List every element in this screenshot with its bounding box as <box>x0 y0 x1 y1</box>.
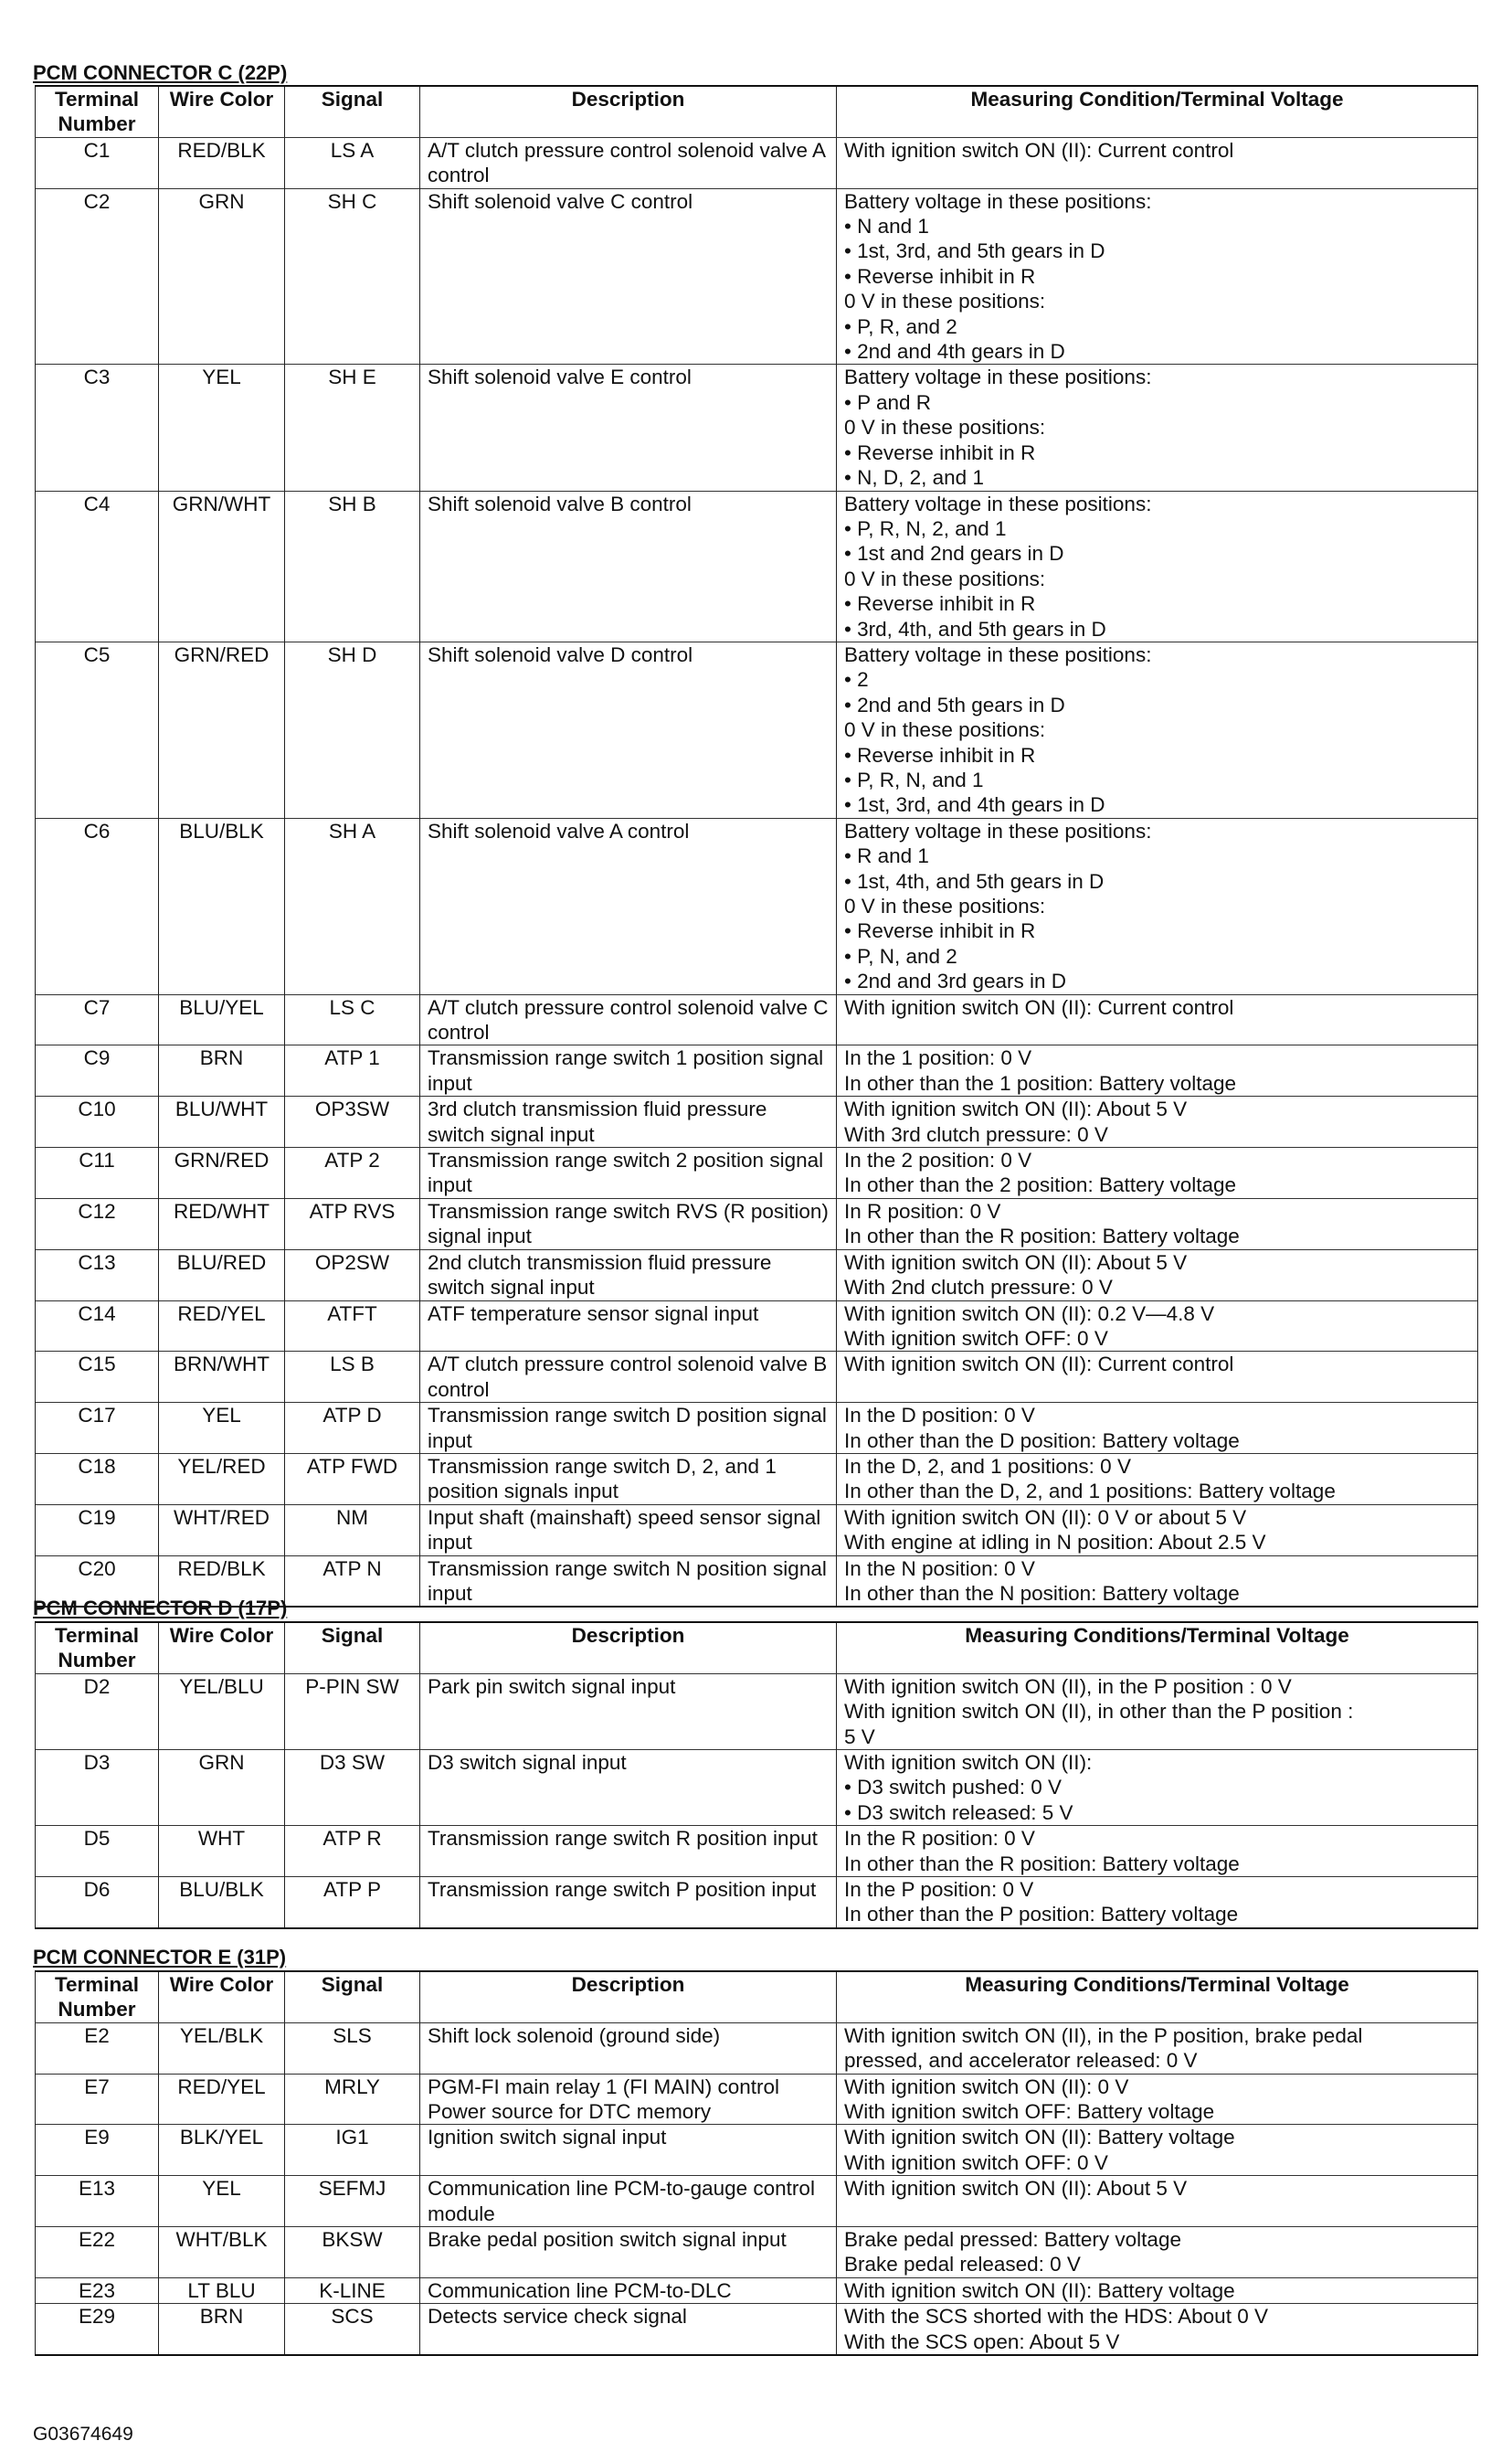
measuring-condition-line: • N and 1 <box>844 215 929 239</box>
measuring-condition-line: • D3 switch pushed: 0 V <box>844 1776 1062 1799</box>
measuring-condition-cell <box>837 1403 1478 1454</box>
wire-color-cell: BRN <box>159 1045 285 1097</box>
table-row <box>36 1826 1478 1877</box>
measuring-condition-line: In other than the 1 position: Battery voltage <box>844 1071 1237 1095</box>
terminal-number-cell: C6 <box>36 818 159 994</box>
description-cell: ATF temperature sensor signal input <box>420 1300 837 1352</box>
measuring-condition-line: With ignition switch OFF: Battery voltage <box>844 2100 1215 2124</box>
measuring-condition-line: With ignition switch ON (II): Current control <box>844 138 1234 162</box>
description-cell: Communication line PCM-to-DLC <box>420 2277 837 2303</box>
wire-color-cell: WHT <box>159 1826 285 1877</box>
measuring-condition-cell <box>837 1555 1478 1607</box>
measuring-condition-line: In the N position: 0 V <box>844 1556 1035 1580</box>
measuring-condition-line: With ignition switch ON (II): 0 V <box>844 2075 1129 2098</box>
table-row <box>36 137 1478 188</box>
signal-cell: SEFMJ <box>285 2176 420 2227</box>
measuring-condition-line: • P, R, N, 2, and 1 <box>844 516 1007 540</box>
table-row <box>36 1453 1478 1504</box>
measuring-condition-cell <box>837 1877 1478 1928</box>
measuring-condition-line: • N, D, 2, and 1 <box>844 466 984 490</box>
terminal-number-cell: E22 <box>36 2227 159 2278</box>
measuring-condition-cell <box>837 2304 1478 2355</box>
header-signal: Signal <box>285 1971 420 2022</box>
measuring-condition-line: Battery voltage in these positions: <box>844 819 1152 843</box>
measuring-condition-line: 0 V in these positions: <box>844 567 1046 590</box>
signal-cell: K-LINE <box>285 2277 420 2303</box>
measuring-condition-line: 0 V in these positions: <box>844 895 1046 918</box>
connector-c-table <box>35 85 1478 1608</box>
signal-cell: LS A <box>285 137 420 188</box>
terminal-number-cell: C9 <box>36 1045 159 1097</box>
header-terminal-number: Terminal Number <box>36 1971 159 2022</box>
wire-color-cell: BRN/WHT <box>159 1352 285 1403</box>
header-description: Description <box>420 1622 837 1673</box>
measuring-condition-line: With 3rd clutch pressure: 0 V <box>844 1122 1108 1146</box>
measuring-condition-cell <box>837 1249 1478 1300</box>
measuring-condition-line: With ignition switch ON (II): About 5 V <box>844 2177 1188 2201</box>
signal-cell: ATP RVS <box>285 1198 420 1249</box>
header-terminal-number: Terminal Number <box>36 1622 159 1673</box>
terminal-number-cell: E2 <box>36 2022 159 2074</box>
description-cell: Input shaft (mainshaft) speed sensor signal input <box>420 1504 837 1555</box>
signal-cell: LS C <box>285 994 420 1045</box>
description-cell: Transmission range switch D, 2, and 1 position signals input <box>420 1453 837 1504</box>
measuring-condition-cell <box>837 1352 1478 1403</box>
table-header-row <box>36 1971 1478 2022</box>
header-description: Description <box>420 1971 837 2022</box>
header-signal: Signal <box>285 1622 420 1673</box>
table-row <box>36 1352 1478 1403</box>
description-cell: Shift solenoid valve D control <box>420 642 837 818</box>
wire-color-cell: BLU/BLK <box>159 1877 285 1928</box>
measuring-condition-line: • Reverse inhibit in R <box>844 264 1036 288</box>
description-cell: PGM-FI main relay 1 (FI MAIN) control Power source for DTC memory <box>420 2074 837 2125</box>
table-row <box>36 2074 1478 2125</box>
description-cell: Shift lock solenoid (ground side) <box>420 2022 837 2074</box>
description-cell: Ignition switch signal input <box>420 2125 837 2176</box>
wire-color-cell: RED/BLK <box>159 1555 285 1607</box>
measuring-condition-line: • 1st, 3rd, and 5th gears in D <box>844 239 1105 263</box>
measuring-condition-line: Brake pedal pressed: Battery voltage <box>844 2228 1181 2252</box>
description-cell: Communication line PCM-to-gauge control module <box>420 2176 837 2227</box>
wire-color-cell: LT BLU <box>159 2277 285 2303</box>
header-measuring-conditions: Measuring Conditions/Terminal Voltage <box>837 1622 1478 1673</box>
measuring-condition-line: • 2nd and 4th gears in D <box>844 340 1065 364</box>
description-cell: Detects service check signal <box>420 2304 837 2355</box>
measuring-condition-line: In other than the 2 position: Battery voltage <box>844 1173 1237 1197</box>
measuring-condition-line: Battery voltage in these positions: <box>844 492 1152 515</box>
description-cell: D3 switch signal input <box>420 1750 837 1826</box>
terminal-number-cell: C15 <box>36 1352 159 1403</box>
measuring-condition-line: • 1st, 4th, and 5th gears in D <box>844 869 1105 893</box>
wire-color-cell: YEL <box>159 2176 285 2227</box>
measuring-condition-line: • Reverse inhibit in R <box>844 440 1036 464</box>
measuring-condition-cell <box>837 2125 1478 2176</box>
measuring-condition-line: In R position: 0 V <box>844 1199 1001 1223</box>
header-measuring-conditions: Measuring Conditions/Terminal Voltage <box>837 1971 1478 2022</box>
description-cell: Transmission range switch RVS (R position) signal input <box>420 1198 837 1249</box>
measuring-condition-line: Battery voltage in these positions: <box>844 189 1152 213</box>
measuring-condition-line: In the R position: 0 V <box>844 1827 1035 1851</box>
signal-cell: NM <box>285 1504 420 1555</box>
table-row <box>36 1504 1478 1555</box>
measuring-condition-line: With ignition switch ON (II): 0 V or about 5 V <box>844 1505 1247 1529</box>
signal-cell: SH E <box>285 365 420 491</box>
measuring-condition-line: With ignition switch ON (II): Current control <box>844 1353 1234 1376</box>
measuring-condition-line: • 2nd and 3rd gears in D <box>844 970 1067 993</box>
terminal-number-cell: E13 <box>36 2176 159 2227</box>
measuring-condition-line: 0 V in these positions: <box>844 718 1046 742</box>
measuring-condition-cell <box>837 1148 1478 1199</box>
description-cell: Transmission range switch R position input <box>420 1826 837 1877</box>
section-title-connector-e: PCM CONNECTOR E (31P) <box>33 1946 287 1969</box>
measuring-condition-cell <box>837 188 1478 365</box>
measuring-condition-line: With ignition switch ON (II): Battery voltage <box>844 2126 1235 2149</box>
signal-cell: MRLY <box>285 2074 420 2125</box>
terminal-number-cell: C5 <box>36 642 159 818</box>
measuring-condition-line: • 1st, 3rd, and 4th gears in D <box>844 793 1105 817</box>
measuring-condition-line: • P, N, and 2 <box>844 944 957 968</box>
table-header-row <box>36 1622 1478 1673</box>
header-wire-color: Wire Color <box>159 86 285 137</box>
wire-color-cell: RED/YEL <box>159 1300 285 1352</box>
terminal-number-cell: C12 <box>36 1198 159 1249</box>
measuring-condition-cell <box>837 2277 1478 2303</box>
signal-cell: ATP N <box>285 1555 420 1607</box>
table-row <box>36 2125 1478 2176</box>
wire-color-cell: GRN/WHT <box>159 491 285 642</box>
terminal-number-cell: E29 <box>36 2304 159 2355</box>
measuring-condition-cell <box>837 491 1478 642</box>
figure-code: G03674649 <box>33 2424 133 2445</box>
table-row <box>36 2176 1478 2227</box>
table-row <box>36 1300 1478 1352</box>
measuring-condition-cell <box>837 1453 1478 1504</box>
wire-color-cell: BLU/YEL <box>159 994 285 1045</box>
description-cell: Transmission range switch P position input <box>420 1877 837 1928</box>
measuring-condition-line: With the SCS open: About 5 V <box>844 2329 1120 2353</box>
signal-cell: OP3SW <box>285 1097 420 1148</box>
description-cell: 2nd clutch transmission fluid pressure switch signal input <box>420 1249 837 1300</box>
section-title-connector-c: PCM CONNECTOR C (22P) <box>33 61 288 84</box>
measuring-condition-line: • Reverse inhibit in R <box>844 919 1036 943</box>
measuring-condition-line: With ignition switch ON (II), in the P position, brake pedal <box>844 2023 1363 2047</box>
measuring-condition-line: With ignition switch ON (II): <box>844 1751 1093 1775</box>
wire-color-cell: BLU/RED <box>159 1249 285 1300</box>
measuring-condition-line: In the D, 2, and 1 positions: 0 V <box>844 1454 1131 1478</box>
measuring-condition-cell <box>837 818 1478 994</box>
measuring-condition-line: • P, R, and 2 <box>844 314 957 338</box>
measuring-condition-line: With ignition switch OFF: 0 V <box>844 1326 1108 1350</box>
measuring-condition-cell <box>837 1750 1478 1826</box>
header-description: Description <box>420 86 837 137</box>
measuring-condition-line: With 2nd clutch pressure: 0 V <box>844 1276 1113 1300</box>
measuring-condition-line: Brake pedal released: 0 V <box>844 2253 1081 2276</box>
measuring-condition-line: In the P position: 0 V <box>844 1878 1034 1902</box>
description-cell: Park pin switch signal input <box>420 1673 837 1749</box>
measuring-condition-line: In other than the P position: Battery voltage <box>844 1903 1239 1926</box>
terminal-number-cell: D2 <box>36 1673 159 1749</box>
measuring-condition-line: With ignition switch ON (II): About 5 V <box>844 1250 1188 1274</box>
measuring-condition-line: • 2 <box>844 668 869 692</box>
measuring-condition-line: • P and R <box>844 390 932 414</box>
header-terminal-number: Terminal Number <box>36 86 159 137</box>
terminal-number-cell: C10 <box>36 1097 159 1148</box>
table-row <box>36 1198 1478 1249</box>
table-row <box>36 1673 1478 1749</box>
wire-color-cell: WHT/BLK <box>159 2227 285 2278</box>
measuring-condition-line: With engine at idling in N position: About 2.5 V <box>844 1531 1266 1555</box>
measuring-condition-line: In other than the R position: Battery voltage <box>844 1225 1240 1248</box>
measuring-condition-line: • Reverse inhibit in R <box>844 743 1036 767</box>
measuring-condition-line: With ignition switch OFF: 0 V <box>844 2150 1108 2174</box>
table-row <box>36 1097 1478 1148</box>
signal-cell: BKSW <box>285 2227 420 2278</box>
measuring-condition-line: • 3rd, 4th, and 5th gears in D <box>844 617 1106 641</box>
measuring-condition-line: With ignition switch ON (II), in the P position : 0 V <box>844 1674 1292 1698</box>
signal-cell: LS B <box>285 1352 420 1403</box>
measuring-condition-line: In other than the R position: Battery voltage <box>844 1852 1240 1875</box>
signal-cell: SH D <box>285 642 420 818</box>
measuring-condition-line: 5 V <box>844 1724 875 1748</box>
measuring-condition-line: In other than the N position: Battery voltage <box>844 1581 1240 1605</box>
signal-cell: D3 SW <box>285 1750 420 1826</box>
measuring-condition-line: With ignition switch ON (II): Battery voltage <box>844 2278 1235 2302</box>
description-cell: Brake pedal position switch signal input <box>420 2227 837 2278</box>
table-row <box>36 1148 1478 1199</box>
description-cell: Transmission range switch 2 position signal input <box>420 1148 837 1199</box>
header-measuring-condition: Measuring Condition/Terminal Voltage <box>837 86 1478 137</box>
measuring-condition-cell <box>837 1673 1478 1749</box>
measuring-condition-cell <box>837 1826 1478 1877</box>
connector-c-rows <box>36 137 1478 1607</box>
measuring-condition-line: In other than the D position: Battery voltage <box>844 1428 1240 1452</box>
signal-cell: ATP R <box>285 1826 420 1877</box>
measuring-condition-line: • D3 switch released: 5 V <box>844 1800 1073 1824</box>
wire-color-cell: YEL/BLU <box>159 1673 285 1749</box>
terminal-number-cell: D5 <box>36 1826 159 1877</box>
wire-color-cell: YEL <box>159 1403 285 1454</box>
measuring-condition-cell <box>837 365 1478 491</box>
terminal-number-cell: C19 <box>36 1504 159 1555</box>
description-cell: Transmission range switch 1 position signal input <box>420 1045 837 1097</box>
measuring-condition-line: With ignition switch ON (II), in other than the P position : <box>844 1700 1354 1724</box>
table-row <box>36 2304 1478 2355</box>
measuring-condition-line: With the SCS shorted with the HDS: About 0 V <box>844 2305 1268 2329</box>
terminal-number-cell: C13 <box>36 1249 159 1300</box>
wire-color-cell: YEL/BLK <box>159 2022 285 2074</box>
terminal-number-cell: C4 <box>36 491 159 642</box>
signal-cell: SH A <box>285 818 420 994</box>
measuring-condition-line: • 1st and 2nd gears in D <box>844 542 1064 566</box>
measuring-condition-cell <box>837 1045 1478 1097</box>
measuring-condition-cell <box>837 2176 1478 2227</box>
signal-cell: ATP 2 <box>285 1148 420 1199</box>
table-row <box>36 1403 1478 1454</box>
terminal-number-cell: E9 <box>36 2125 159 2176</box>
measuring-condition-line: • 2nd and 5th gears in D <box>844 693 1065 716</box>
wire-color-cell: WHT/RED <box>159 1504 285 1555</box>
measuring-condition-line: In the 1 position: 0 V <box>844 1046 1032 1070</box>
wire-color-cell: YEL <box>159 365 285 491</box>
wire-color-cell: GRN <box>159 1750 285 1826</box>
wire-color-cell: RED/YEL <box>159 2074 285 2125</box>
terminal-number-cell: D6 <box>36 1877 159 1928</box>
measuring-condition-cell <box>837 2022 1478 2074</box>
wire-color-cell: YEL/RED <box>159 1453 285 1504</box>
measuring-condition-cell <box>837 1198 1478 1249</box>
header-wire-color: Wire Color <box>159 1622 285 1673</box>
wire-color-cell: GRN <box>159 188 285 365</box>
measuring-condition-cell <box>837 1097 1478 1148</box>
table-row <box>36 994 1478 1045</box>
wire-color-cell: BLU/WHT <box>159 1097 285 1148</box>
terminal-number-cell: C3 <box>36 365 159 491</box>
table-row <box>36 642 1478 818</box>
connector-e-rows <box>36 2022 1478 2355</box>
description-cell: A/T clutch pressure control solenoid valve A control <box>420 137 837 188</box>
measuring-condition-line: With ignition switch ON (II): Current control <box>844 995 1234 1019</box>
table-row <box>36 188 1478 365</box>
terminal-number-cell: E7 <box>36 2074 159 2125</box>
table-row <box>36 2022 1478 2074</box>
table-row <box>36 1750 1478 1826</box>
signal-cell: ATP P <box>285 1877 420 1928</box>
signal-cell: OP2SW <box>285 1249 420 1300</box>
description-cell: Shift solenoid valve A control <box>420 818 837 994</box>
description-cell: Transmission range switch N position signal input <box>420 1555 837 1607</box>
wire-color-cell: RED/WHT <box>159 1198 285 1249</box>
section-title-connector-d: PCM CONNECTOR D (17P) <box>33 1597 288 1619</box>
terminal-number-cell: C14 <box>36 1300 159 1352</box>
terminal-number-cell: C17 <box>36 1403 159 1454</box>
measuring-condition-line: pressed, and accelerator released: 0 V <box>844 2049 1198 2073</box>
terminal-number-cell: C11 <box>36 1148 159 1199</box>
measuring-condition-cell <box>837 1504 1478 1555</box>
measuring-condition-cell <box>837 642 1478 818</box>
table-row <box>36 2227 1478 2278</box>
measuring-condition-cell <box>837 2227 1478 2278</box>
signal-cell: SCS <box>285 2304 420 2355</box>
description-cell: Shift solenoid valve C control <box>420 188 837 365</box>
signal-cell: ATP 1 <box>285 1045 420 1097</box>
measuring-condition-cell <box>837 994 1478 1045</box>
measuring-condition-line: With ignition switch ON (II): 0.2 V—4.8 V <box>844 1301 1215 1325</box>
measuring-condition-cell <box>837 137 1478 188</box>
table-row <box>36 365 1478 491</box>
terminal-number-cell: D3 <box>36 1750 159 1826</box>
wire-color-cell: GRN/RED <box>159 1148 285 1199</box>
table-row <box>36 1045 1478 1097</box>
header-signal: Signal <box>285 86 420 137</box>
table-row <box>36 491 1478 642</box>
connector-d-table <box>35 1621 1478 1929</box>
wire-color-cell: RED/BLK <box>159 137 285 188</box>
measuring-condition-line: • Reverse inhibit in R <box>844 592 1036 616</box>
measuring-condition-line: 0 V in these positions: <box>844 416 1046 440</box>
description-cell: Transmission range switch D position signal input <box>420 1403 837 1454</box>
table-row <box>36 818 1478 994</box>
measuring-condition-cell <box>837 1300 1478 1352</box>
signal-cell: SH B <box>285 491 420 642</box>
terminal-number-cell: C7 <box>36 994 159 1045</box>
signal-cell: ATP D <box>285 1403 420 1454</box>
wire-color-cell: BRN <box>159 2304 285 2355</box>
table-row <box>36 1877 1478 1928</box>
measuring-condition-cell <box>837 2074 1478 2125</box>
signal-cell: SH C <box>285 188 420 365</box>
measuring-condition-line: Battery voltage in these positions: <box>844 642 1152 666</box>
signal-cell: ATFT <box>285 1300 420 1352</box>
measuring-condition-line: With ignition switch ON (II): About 5 V <box>844 1098 1188 1121</box>
wire-color-cell: BLU/BLK <box>159 818 285 994</box>
signal-cell: IG1 <box>285 2125 420 2176</box>
measuring-condition-line: • P, R, N, and 1 <box>844 768 984 791</box>
terminal-number-cell: C20 <box>36 1555 159 1607</box>
terminal-number-cell: C2 <box>36 188 159 365</box>
table-row <box>36 2277 1478 2303</box>
description-cell: 3rd clutch transmission fluid pressure switch signal input <box>420 1097 837 1148</box>
description-cell: A/T clutch pressure control solenoid valve B control <box>420 1352 837 1403</box>
connector-d-rows <box>36 1673 1478 1928</box>
description-cell: Shift solenoid valve E control <box>420 365 837 491</box>
measuring-condition-line: Battery voltage in these positions: <box>844 366 1152 389</box>
signal-cell: SLS <box>285 2022 420 2074</box>
header-wire-color: Wire Color <box>159 1971 285 2022</box>
table-header-row <box>36 86 1478 137</box>
terminal-number-cell: E23 <box>36 2277 159 2303</box>
measuring-condition-line: In the 2 position: 0 V <box>844 1149 1032 1173</box>
measuring-condition-line: 0 V in these positions: <box>844 290 1046 313</box>
signal-cell: ATP FWD <box>285 1453 420 1504</box>
connector-e-table <box>35 1970 1478 2356</box>
wire-color-cell: GRN/RED <box>159 642 285 818</box>
terminal-number-cell: C1 <box>36 137 159 188</box>
description-cell: A/T clutch pressure control solenoid valve C control <box>420 994 837 1045</box>
wire-color-cell: BLK/YEL <box>159 2125 285 2176</box>
terminal-number-cell: C18 <box>36 1453 159 1504</box>
signal-cell: P-PIN SW <box>285 1673 420 1749</box>
table-row <box>36 1249 1478 1300</box>
measuring-condition-line: In the D position: 0 V <box>844 1404 1035 1427</box>
measuring-condition-line: • R and 1 <box>844 844 929 868</box>
measuring-condition-line: In other than the D, 2, and 1 positions: Battery voltage <box>844 1480 1336 1503</box>
description-cell: Shift solenoid valve B control <box>420 491 837 642</box>
